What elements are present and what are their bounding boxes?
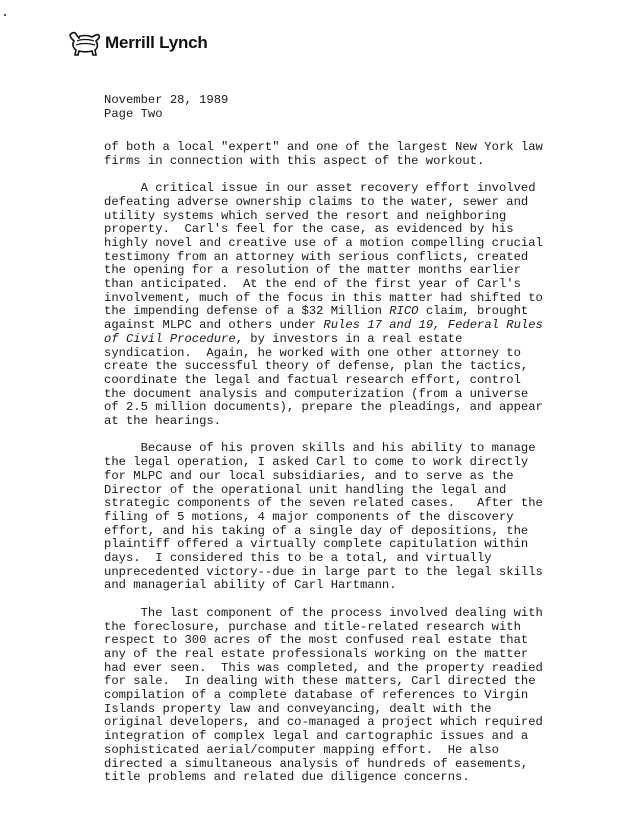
- text-line: firms in connection with this aspect of the workout.: [104, 153, 485, 168]
- text-line: highly novel and creative use of a motion compelling crucial: [104, 235, 543, 250]
- text-line: syndication. Again, he worked with one other attorney to: [104, 345, 521, 360]
- text-line: the foreclosure, purchase and title-related research with: [104, 619, 521, 634]
- text-line: directed a simultaneous analysis of hundreds of easements,: [104, 756, 529, 771]
- text-line: unprecedented victory--due in large part to the legal skills: [104, 564, 543, 579]
- text-line: days. I considered this to be a total, and virtually: [104, 551, 492, 566]
- paragraph: [104, 442, 574, 593]
- letter-header: [104, 93, 228, 121]
- text-line: the legal operation, I asked Carl to come to work directly: [104, 455, 529, 470]
- text-line: at the hearings.: [104, 414, 222, 429]
- text-line: filing of 5 motions, 4 major components of the discovery: [104, 509, 514, 524]
- text-line: property. Carl's feel for the case, as evidenced by his: [104, 222, 514, 237]
- text-line: and managerial ability of Carl Hartmann.: [104, 578, 397, 593]
- text-line: than anticipated. At the end of the first year of Carl's: [104, 277, 521, 292]
- text-line: strategic components of the seven related cases. After the: [104, 496, 543, 511]
- text-line: plaintiff offered a virtually complete capitulation within: [104, 537, 529, 552]
- paragraph: [104, 141, 574, 168]
- text-line: for sale. In dealing with these matters, Carl directed the: [104, 674, 536, 689]
- text-line: respect to 300 acres of the most confused real estate that: [104, 633, 529, 648]
- text-line: Because of his proven skills and his ability to manage: [104, 441, 536, 456]
- letter-date: November 28, 1989: [104, 93, 229, 107]
- text-line: coordinate the legal and factual research effort, control: [104, 372, 521, 387]
- text-line: of both a local "expert" and one of the largest New York law: [104, 140, 543, 154]
- paragraph: [104, 607, 574, 785]
- text-line: title problems and related due diligence concerns.: [104, 770, 470, 785]
- text-line: for MLPC and our local subsidiaries, and to serve as the: [104, 468, 514, 483]
- text-line: compilation of a complete database of references to Virgin: [104, 688, 529, 703]
- text-line: the impending defense of a $32 Million RICO claim, brought: [104, 304, 529, 319]
- text-line: Islands property law and conveyancing, dealt with the: [104, 701, 492, 716]
- text-line: testimony from an attorney with serious conflicts, created: [104, 249, 529, 264]
- brand-name: Merrill Lynch: [105, 33, 208, 52]
- text-line: against MLPC and others under Rules 17 and 19, Federal Rules: [104, 318, 543, 333]
- text-line: defeating adverse ownership claims to the water, sewer and: [104, 194, 529, 209]
- text-line: the opening for a resolution of the matter months earlier: [104, 263, 521, 278]
- text-line: Director of the operational unit handling the legal and: [104, 482, 507, 497]
- text-line: involvement, much of the focus in this matter had shifted to: [104, 290, 543, 305]
- text-line: create the successful theory of defense, plan the tactics,: [104, 359, 529, 374]
- letter-body: [104, 141, 574, 799]
- bull-icon: [68, 29, 102, 57]
- text-line: sophisticated aerial/computer mapping effort. He also: [104, 742, 499, 757]
- text-line: the document analysis and computerization (from a universe: [104, 386, 529, 401]
- text-line: any of the real estate professionals working on the matter: [104, 646, 529, 661]
- page-number: Page Two: [104, 107, 163, 121]
- letterhead-logo: [68, 28, 208, 58]
- text-line: original developers, and co-managed a project which required: [104, 715, 543, 730]
- text-line: of Civil Procedure, by investors in a real estate: [104, 331, 463, 346]
- scan-speck: [4, 14, 6, 16]
- text-line: effort, and his taking of a single day of depositions, the: [104, 523, 529, 538]
- text-line: A critical issue in our asset recovery effort involved: [104, 181, 536, 196]
- text-line: had ever seen. This was completed, and the property readied: [104, 660, 543, 675]
- text-line: integration of complex legal and cartographic issues and a: [104, 729, 529, 744]
- text-line: The last component of the process involved dealing with: [104, 605, 543, 620]
- text-line: utility systems which served the resort and neighboring: [104, 208, 507, 223]
- paragraph: [104, 182, 574, 429]
- text-line: of 2.5 million documents), prepare the pleadings, and appear: [104, 400, 543, 415]
